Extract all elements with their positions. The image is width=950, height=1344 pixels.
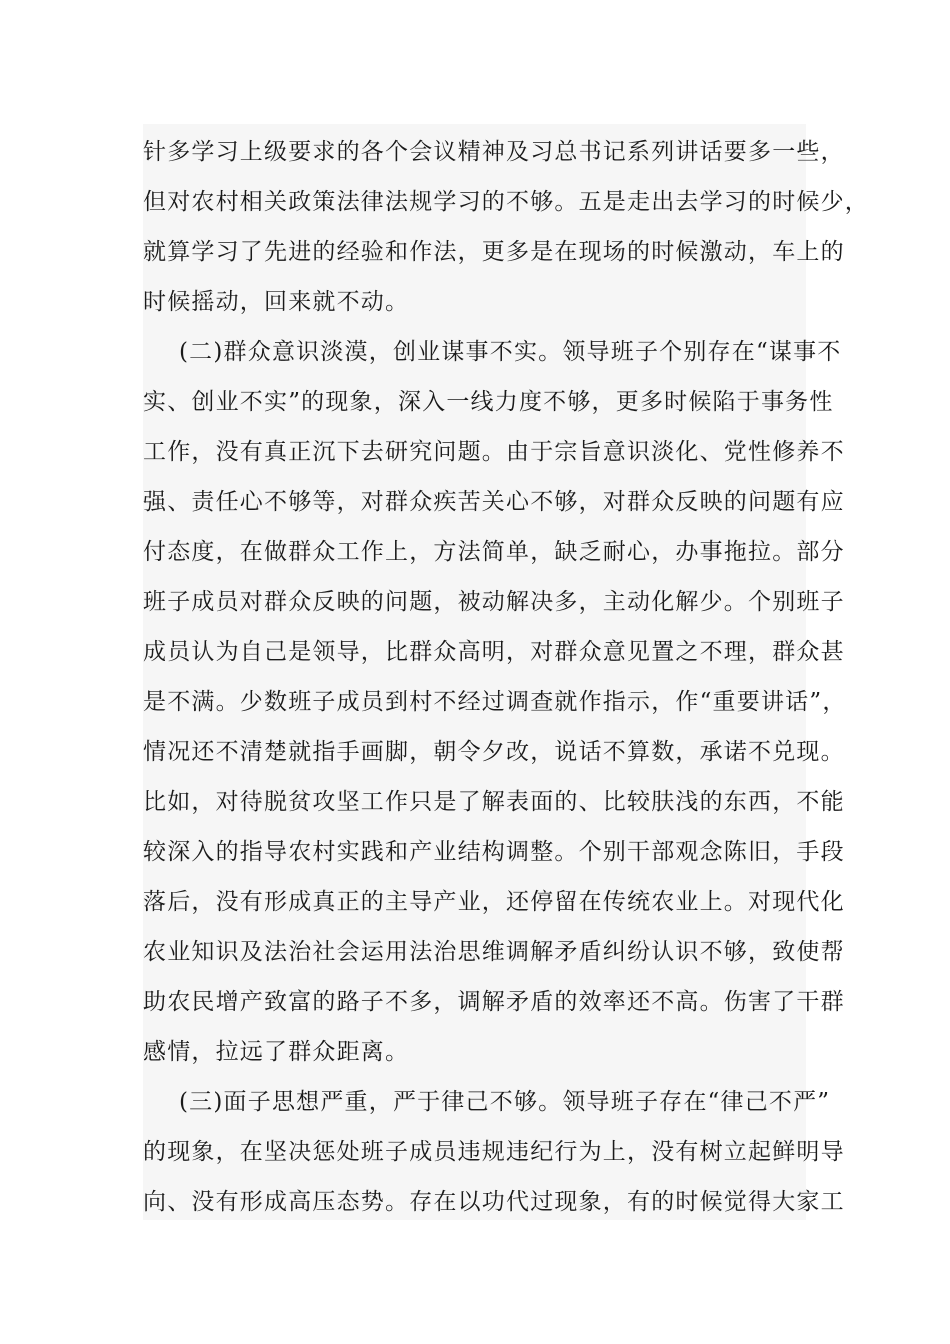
text-line: 的现象，在坚决惩处班子成员违规违纪行为上，没有树立起鲜明导: [143, 1139, 845, 1165]
text-line: 就算学习了先进的经验和作法，更多是在现场的时候激动，车上的: [143, 239, 845, 265]
text-line: 时候摇动，回来就不动。: [143, 289, 410, 315]
paragraph-heading-line: (二)群众意识淡漠，创业谋事不实。领导班子个别存在“谋事不: [179, 339, 842, 365]
text-line: 实、创业不实”的现象，深入一线力度不够，更多时候陷于事务性: [143, 389, 834, 415]
paragraph-heading-line: (三)面子思想严重，严于律己不够。领导班子存在“律己不严”: [179, 1089, 831, 1115]
text-line: 落后，没有形成真正的主导产业，还停留在传统农业上。对现代化: [143, 889, 845, 915]
text-line: 农业知识及法治社会运用法治思维调解矛盾纠纷认识不够，致使帮: [143, 939, 845, 965]
text-line: 情况还不清楚就指手画脚，朝令夕改，说话不算数，承诺不兑现。: [143, 739, 845, 765]
text-line: 感情，拉远了群众距离。: [143, 1039, 410, 1065]
text-line: 但对农村相关政策法律法规学习的不够。五是走出去学习的时候少，: [143, 189, 869, 215]
text-line: 是不满。少数班子成员到村不经过调查就作指示，作“重要讲话”，: [143, 689, 847, 715]
text-line: 向、没有形成高压态势。存在以功代过现象，有的时候觉得大家工: [143, 1189, 845, 1215]
text-line: 助农民增产致富的路子不多，调解矛盾的效率还不高。伤害了干群: [143, 989, 845, 1015]
body-text: [143, 124, 869, 1220]
text-line: 班子成员对群众反映的问题，被动解决多，主动化解少。个别班子: [143, 589, 845, 615]
text-line: 比如，对待脱贫攻坚工作只是了解表面的、比较肤浅的东西，不能: [143, 789, 845, 815]
text-line: 针多学习上级要求的各个会议精神及习总书记系列讲话要多一些，: [143, 139, 845, 165]
text-line: 强、责任心不够等，对群众疾苦关心不够，对群众反映的问题有应: [143, 489, 845, 515]
text-line: 成员认为自己是领导，比群众高明，对群众意见置之不理，群众甚: [143, 639, 845, 665]
text-line: 较深入的指导农村实践和产业结构调整。个别干部观念陈旧，手段: [143, 839, 845, 865]
text-line: 付态度，在做群众工作上，方法简单，缺乏耐心，办事拖拉。部分: [143, 539, 845, 565]
text-line: 工作，没有真正沉下去研究问题。由于宗旨意识淡化、党性修养不: [143, 439, 845, 465]
